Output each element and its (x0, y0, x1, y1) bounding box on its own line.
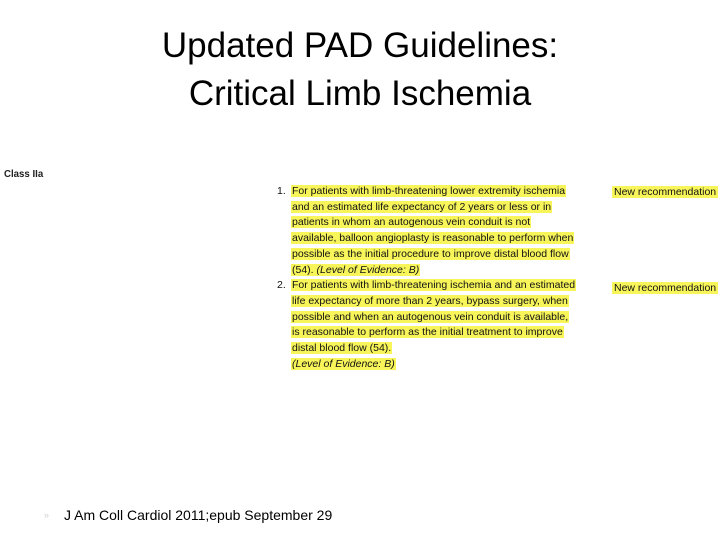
recommendation-list (277, 184, 577, 372)
recommendation-item (277, 278, 577, 372)
footer-mark: » (44, 510, 50, 520)
citation: J Am Coll Cardiol 2011;epub September 29 (64, 507, 333, 523)
status-badge: New recommendation (614, 282, 717, 294)
slide-title (60, 22, 660, 118)
class-label: Class IIa (4, 168, 44, 180)
recommendation-text (291, 279, 576, 370)
level-of-evidence: (Level of Evidence: B) (292, 357, 395, 370)
title-line-2: Critical Limb Ischemia (188, 74, 532, 113)
recommendation-number: 2. (277, 279, 286, 292)
recommendation-text (291, 185, 574, 276)
title-line-1: Updated PAD Guidelines: (161, 26, 559, 65)
recommendation-number: 1. (277, 185, 286, 197)
level-of-evidence: (Level of Evidence: B) (316, 263, 420, 276)
recommendation-text-body: For patients with limb-threatening ischemia and an estimated life expectancy of more than 2 years, bypass surgery, when possible and when an autogenous vein conduit is available, is reasonable to perform as the initial treatment to improve distal blood flow (54). (292, 279, 576, 355)
recommendation-status (612, 185, 718, 199)
status-badge: New recommendation (614, 186, 717, 198)
recommendation-item (277, 184, 577, 278)
recommendation-text-body: For patients with limb-threatening lower extremity ischemia and an estimated life expectancy of 2 years or less or in patients in whom an autogenous vein conduit is not available, balloon angioplasty is reasonable to perform when possible as the initial procedure to improve distal blood flow (54). (292, 185, 574, 276)
recommendation-status (612, 281, 718, 295)
